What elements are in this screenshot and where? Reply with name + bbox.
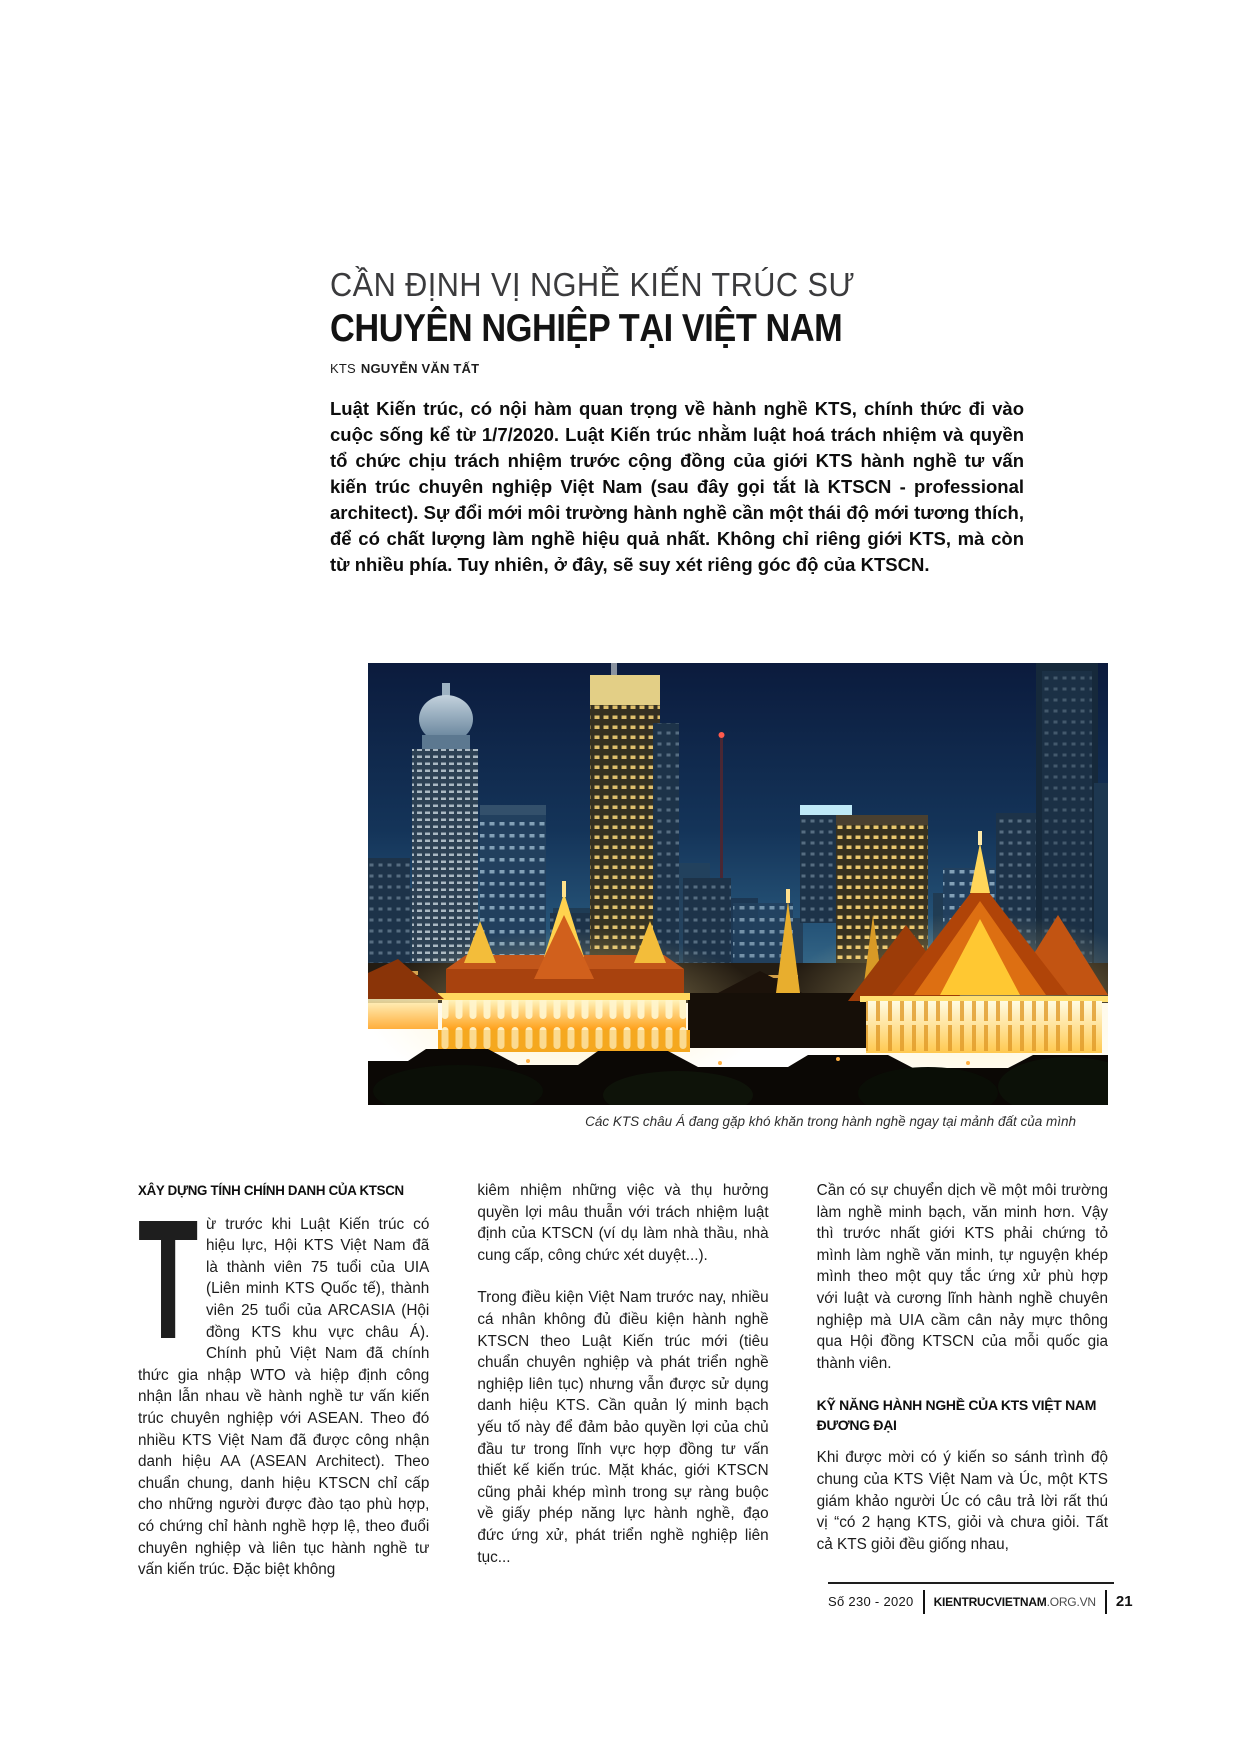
footer-page-number: 21 — [1115, 1593, 1133, 1610]
section-heading-2: KỸ NĂNG HÀNH NGHỀ CỦA KTS VIỆT NAM ĐƯƠNG ĐẠI — [816, 1397, 1097, 1434]
footer-divider — [923, 1590, 925, 1614]
footer-divider — [1105, 1590, 1107, 1614]
column-2 — [477, 1180, 768, 1581]
column-2-paragraph-2: Trong điều kiện Việt Nam trước nay, nhiều cá nhân không đủ điều kiện hành nghề KTSCN theo Luật Kiến trúc mới (tiêu chuẩn chuyên nghiệp và phát triển nghề nghiệp liên tục) nhưng vẫn được sử dụng danh hiệu KTS. Cần quản lý minh bạch yếu tố này để đảm bảo quyền lợi của chủ đầu tư trong lĩnh vực hợp đồng tư vấn thiết kế kiến trúc. Mặt khác, giới KTSCN cũng phải khép mình trong sự ràng buộc về giấy phép năng lực hành nghề, đạo đức ứng xử, phát triển nghề nghiệp liên tục... — [477, 1289, 769, 1566]
article-header — [330, 266, 1024, 597]
footer-website-name: KIENTRUCVIETNAM — [933, 1594, 1047, 1609]
paragraph-gap — [477, 1266, 768, 1287]
column-1 — [138, 1180, 429, 1581]
footer-website-domain: .ORG.VN — [1046, 1594, 1096, 1609]
column-3 — [817, 1180, 1108, 1581]
drop-cap: T — [138, 1184, 199, 1375]
section-heading-1: XÂY DỰNG TÍNH CHÍNH DANH CỦA KTSCN — [138, 1182, 404, 1198]
byline-prefix: KTS — [330, 361, 356, 376]
page-title-line1: CẦN ĐỊNH VỊ NGHỀ KIẾN TRÚC SƯ — [330, 266, 856, 303]
page-footer — [828, 1582, 1133, 1614]
byline-author: NGUYỄN VĂN TẤT — [360, 361, 480, 376]
column-1-paragraph: Từ trước khi Luật Kiến trúc có hiệu lực, Hội KTS Việt Nam đã là thành viên 75 tuổi của UIA (Liên minh KTS Quốc tế), thành viên 25 tuổi của ARCASIA (Hội đồng KTS khu vực châu Á). Chính phủ Việt Nam đã chính thức gia nhập WTO và hiệp định công nhận lẫn nhau về hành nghề tư vấn kiến trúc chuyên nghiệp với ASEAN. Theo đó nhiều KTS Việt Nam đã được công nhận danh hiệu AA (ASEAN Architect). Theo chuẩn chung, danh hiệu KTSCN chỉ cấp cho những người được đào tạo phù hợp, có chứng chỉ hành nghề hợp lệ, theo đuổi chuyên nghiệp và liên tục hành nghề tư vấn kiến trúc. Đặc biệt không — [138, 1184, 430, 1579]
footer-website — [934, 1595, 1096, 1609]
column-2-paragraph-1: kiêm nhiệm những việc và thụ hưởng quyền lợi mâu thuẫn với trách nhiệm luật định của KTSCN (ví dụ làm nhà thầu, nhà cung cấp, công chức xét duyệt...). — [477, 1182, 769, 1264]
article-body — [138, 1180, 1108, 1581]
photo-caption: Các KTS châu Á đang gặp khó khăn trong hành nghề ngay tại mảnh đất của mình — [585, 1114, 1076, 1129]
footer-issue-number: Số 230 - 2020 — [828, 1594, 914, 1609]
page-title-line2: CHUYÊN NGHIỆP TẠI VIỆT NAM — [330, 307, 843, 350]
byline — [330, 361, 1024, 376]
intro-paragraph: Luật Kiến trúc, có nội hàm quan trọng về hành nghề KTS, chính thức đi vào cuộc sống kể từ 1/7/2020. Luật Kiến trúc nhằm luật hoá trách nhiệm và quyền tổ chức chịu trách nhiệm trước cộng đồng của giới KTS hành nghề tư vấn kiến trúc chuyên nghiệp Việt Nam (sau đây gọi tắt là KTSCN - professional architect). Sự đổi mới môi trường hành nghề cần một thái độ mới tương thích, để có chất lượng làm nghề hiệu quả nhất. Không chỉ riêng giới KTS, mà còn từ nhiều phía. Tuy nhiên, ở đây, sẽ suy xét riêng góc độ của KTSCN. — [330, 398, 1024, 575]
feature-photo-bangkok-skyline — [368, 663, 1108, 1105]
column-3-paragraph-1: Cần có sự chuyển dịch về một môi trường làm nghề minh bạch, văn minh hơn. Vậy thì trước nhất giới KTS phải chứng tỏ mình làm nghề văn minh, tự nguyện khép mình theo một quy tắc ứng xử phù hợp với luật và cương lĩnh hành nghề chuyên nghiệp mà UIA cầm cân nảy mực thông qua Hội đồng KTSCN của mỗi quốc gia thành viên. — [816, 1182, 1108, 1372]
column-3-paragraph-2: Khi được mời có ý kiến so sánh trình độ chung của KTS Việt Nam và Úc, một KTS giám khảo người Úc có câu trả lời rất thú vị “có 2 hạng KTS, giỏi và chưa giỏi. Tất cả KTS giỏi đều giống nhau, — [816, 1449, 1108, 1553]
